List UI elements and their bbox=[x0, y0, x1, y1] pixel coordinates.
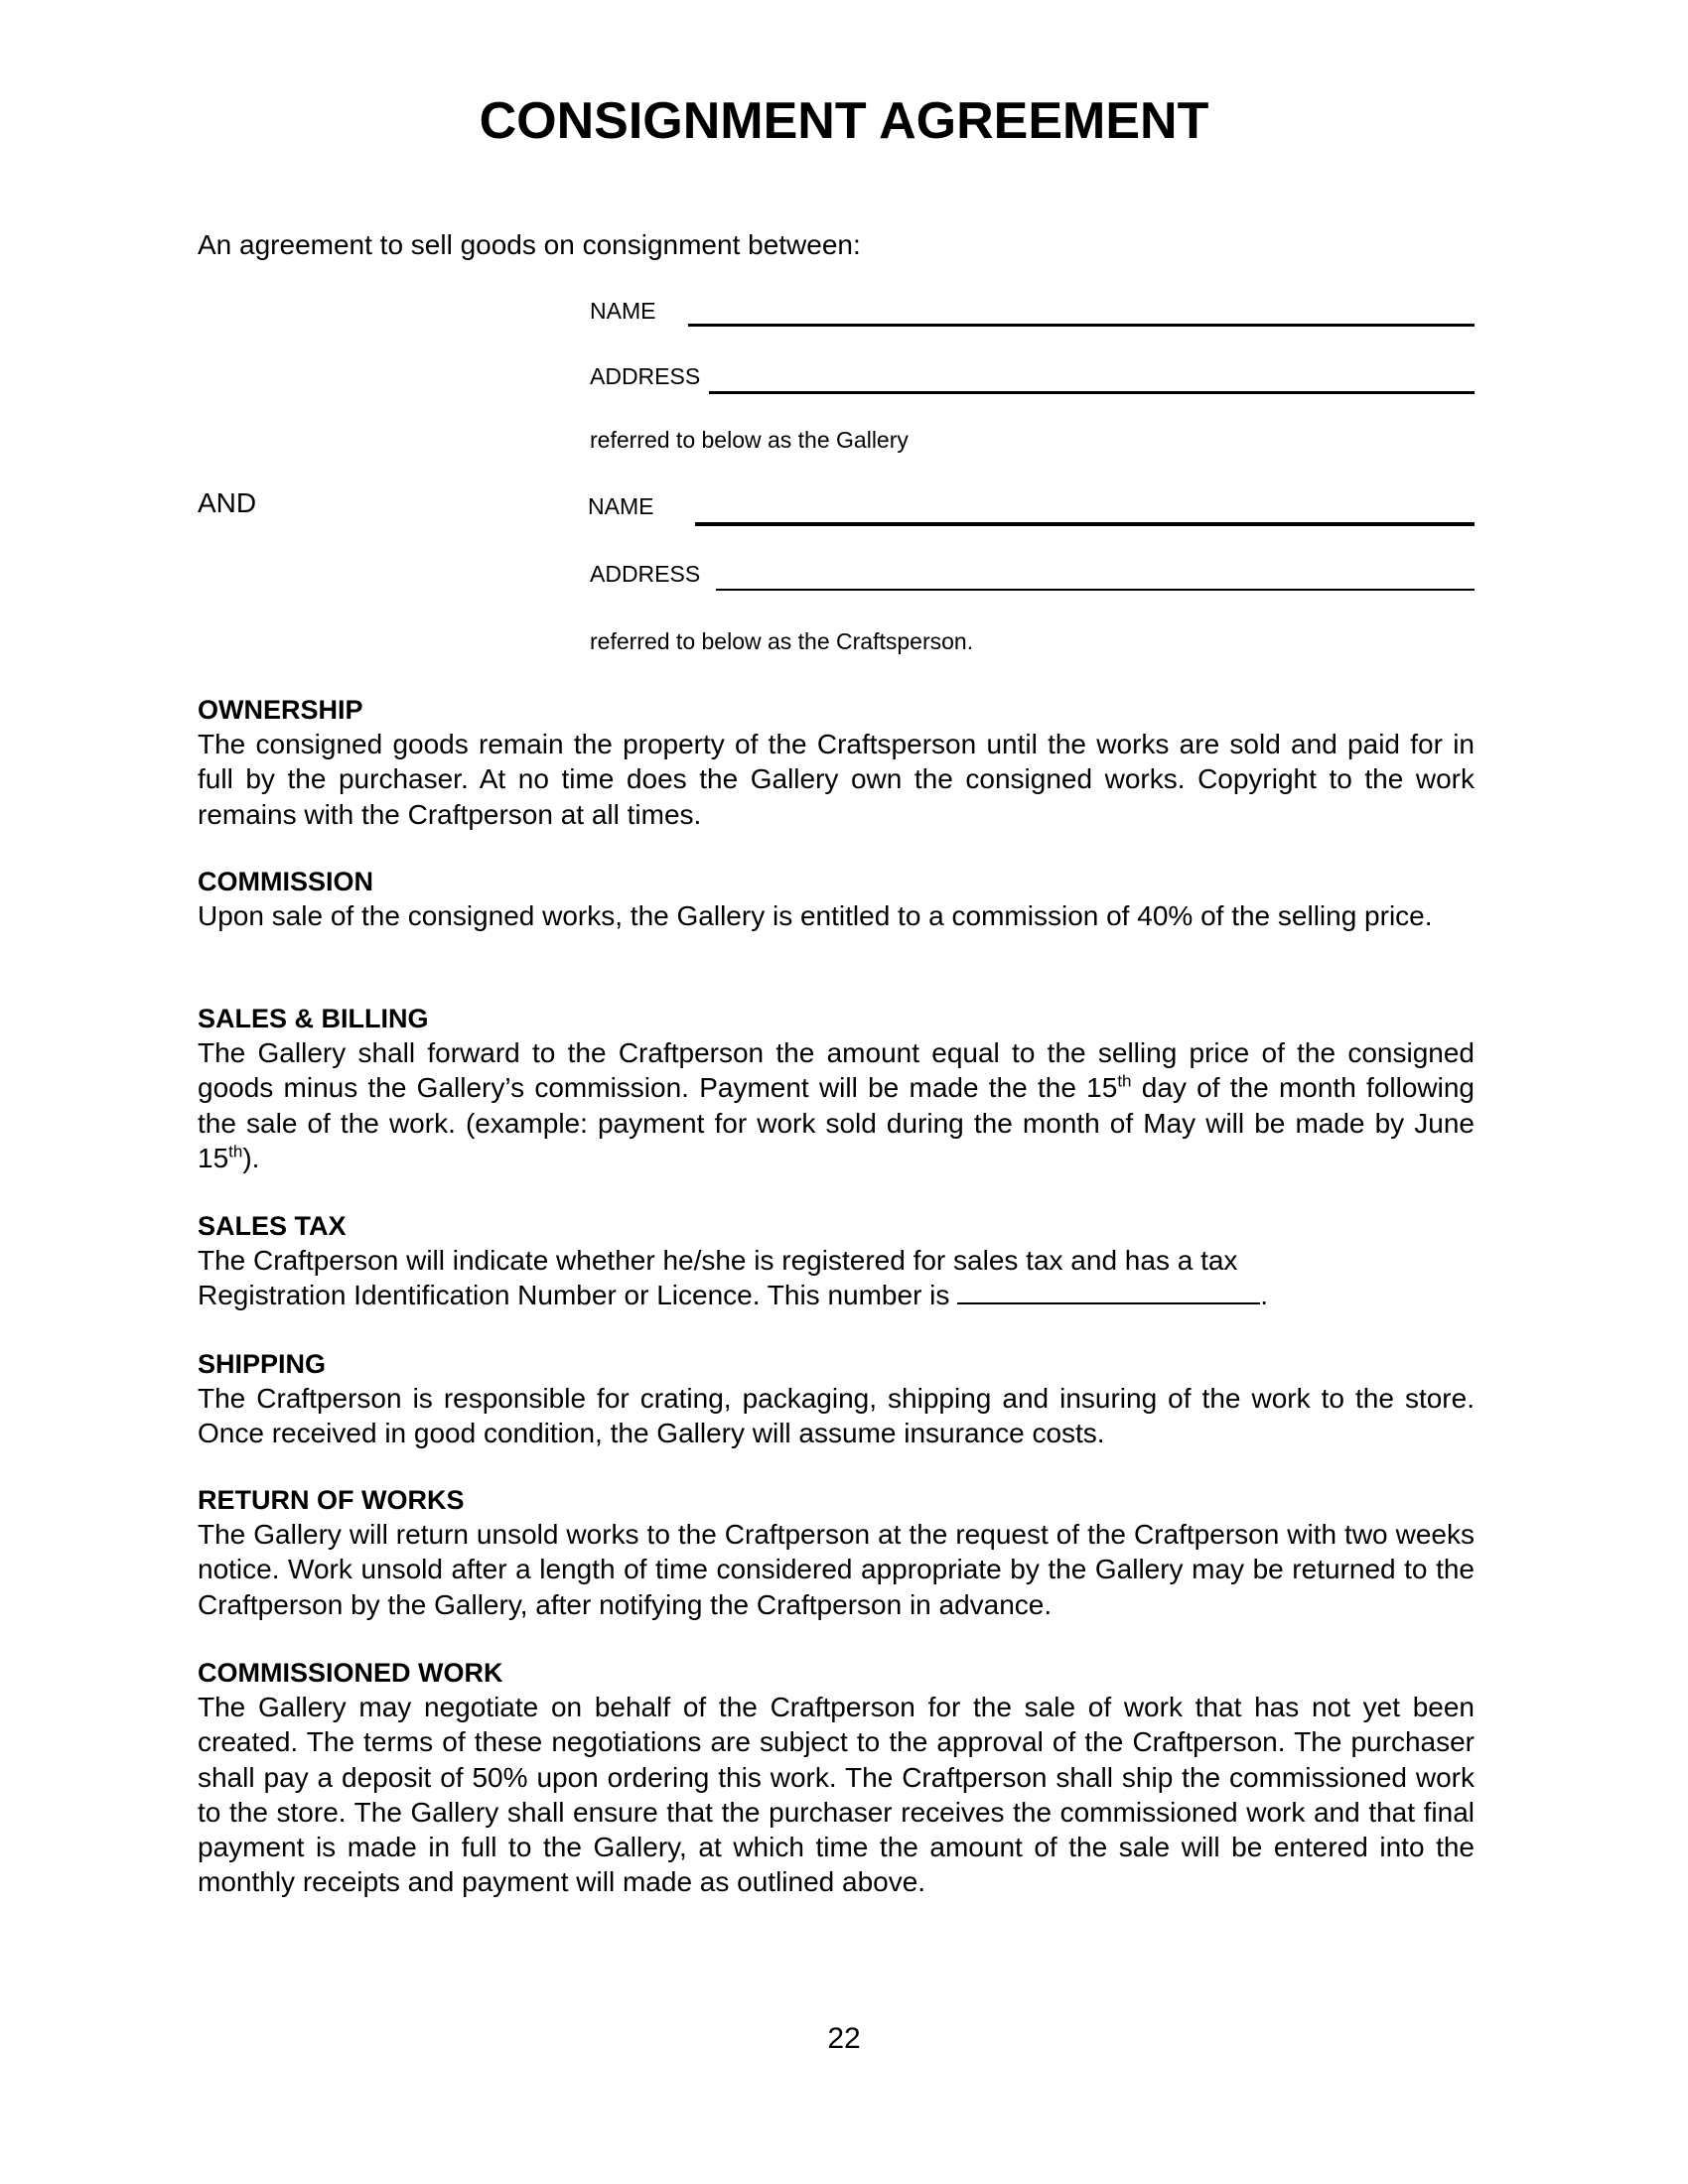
section-body: The consigned goods remain the property of the Craftsperson until the works are sold and paid for in full by the purchaser. At no time does the Gallery own the consigned works. Copyright to the work remains with the Craftperson at all times. bbox=[198, 729, 1475, 830]
gallery-name-label: NAME bbox=[590, 298, 656, 324]
section-body: The Gallery will return unsold works to the Craftperson at the request of the Craftperson with two weeks notice. Work unsold after a length of time considered appropriate by the Gallery may be returned to the Craftperson by the Gallery, after notifying the Craftperson in advance. bbox=[198, 1519, 1475, 1620]
section-heading: OWNERSHIP bbox=[198, 695, 363, 725]
section-heading: RETURN OF WORKS bbox=[198, 1485, 465, 1515]
body-text: The Gallery shall forward to the Craftperson the amount equal to the selling price of the consigned goods minus the Gallery’s commission. Payment will be made the the 15 bbox=[198, 1037, 1475, 1104]
page-number: 22 bbox=[827, 2022, 861, 2055]
body-text: Registration Identification Number or Licence. This number is bbox=[198, 1280, 958, 1311]
gallery-name-field[interactable] bbox=[688, 324, 1475, 327]
section-sales-tax bbox=[198, 1209, 1475, 1313]
intro-text: An agreement to sell goods on consignment between: bbox=[198, 229, 861, 260]
section-heading: COMMISSION bbox=[198, 867, 374, 896]
craftsperson-address-label: ADDRESS bbox=[590, 561, 701, 587]
section-body: The Gallery may negotiate on behalf of the Craftperson for the sale of work that has not yet been created. The terms of these negotiations are subject to the approval of the Craftperson. The purchaser shall pay a deposit of 50% upon ordering this work. The Craftperson shall ship the commissioned work to the store. The Gallery shall ensure that the purchaser receives the commissioned work and that final payment is made in full to the Gallery, at which time the amount of the sale will be entered into the monthly receipts and payment will made as outlined above. bbox=[198, 1692, 1475, 1898]
body-text: day of the month following the sale of the work. (example: payment for work sold during the month of May will be made by June 15 bbox=[198, 1072, 1475, 1173]
section-commissioned-work bbox=[198, 1656, 1475, 1900]
section-commission bbox=[198, 865, 1475, 933]
document-title: CONSIGNMENT AGREEMENT bbox=[479, 92, 1209, 150]
section-body bbox=[198, 1035, 1475, 1175]
section-body-line: The Craftperson will indicate whether he/she is registered for sales tax and has a tax bbox=[198, 1245, 1238, 1276]
craftsperson-address-field[interactable] bbox=[716, 589, 1475, 591]
section-sales-billing bbox=[198, 1002, 1475, 1175]
section-body: Upon sale of the consigned works, the Gallery is entitled to a commission of 40% of the selling price. bbox=[198, 900, 1433, 931]
body-text: ). bbox=[242, 1142, 260, 1173]
section-return-of-works bbox=[198, 1483, 1475, 1622]
gallery-address-label: ADDRESS bbox=[590, 363, 701, 389]
ordinal-suffix: th bbox=[228, 1142, 243, 1161]
craftsperson-name-field[interactable] bbox=[695, 522, 1475, 526]
tax-number-field[interactable] bbox=[957, 1281, 1260, 1304]
section-heading: SHIPPING bbox=[198, 1349, 327, 1379]
gallery-referred-text: referred to below as the Gallery bbox=[590, 427, 909, 453]
and-label: AND bbox=[198, 487, 257, 518]
gallery-address-field[interactable] bbox=[709, 391, 1475, 394]
section-heading: SALES & BILLING bbox=[198, 1004, 429, 1033]
section-ownership bbox=[198, 693, 1475, 832]
section-heading: COMMISSIONED WORK bbox=[198, 1658, 503, 1688]
ordinal-suffix: th bbox=[1117, 1071, 1132, 1091]
section-shipping bbox=[198, 1347, 1475, 1451]
body-text: . bbox=[1260, 1280, 1268, 1311]
craftsperson-referred-text: referred to below as the Craftsperson. bbox=[590, 628, 974, 654]
section-body-line bbox=[198, 1278, 1475, 1312]
craftsperson-name-label: NAME bbox=[588, 493, 654, 519]
section-heading: SALES TAX bbox=[198, 1211, 347, 1241]
section-body: The Craftperson is responsible for crating, packaging, shipping and insuring of the work to the store. Once received in good condition, the Gallery will assume insurance costs. bbox=[198, 1383, 1475, 1449]
